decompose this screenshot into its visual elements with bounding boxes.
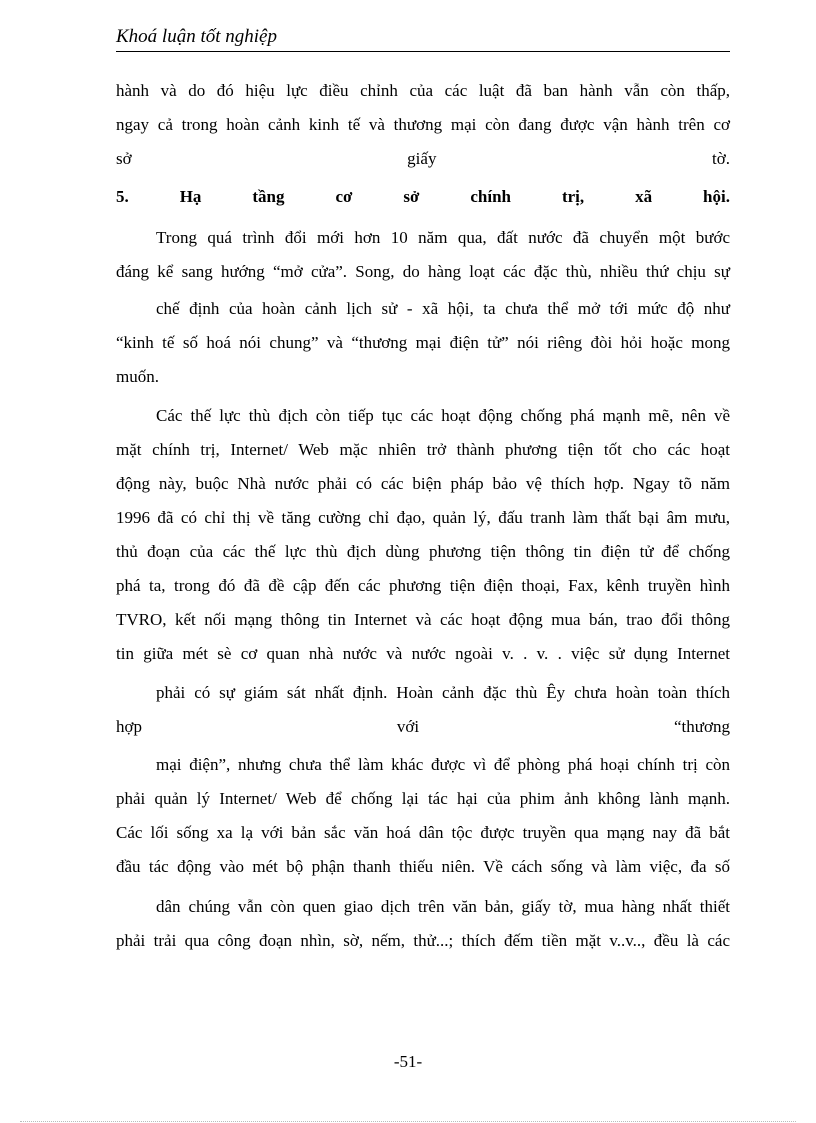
text-line: đầu tác động vào mét bộ phận thanh thiếu niên. Về cách sống và làm việc, đa số (116, 857, 730, 876)
header-divider (116, 51, 730, 52)
text-line: hợp với “thương (116, 717, 730, 736)
text-line: Các lối sống xa lạ với bản sắc văn hoá dân tộc được truyền qua mạng nay đã bắt (116, 823, 730, 842)
text-line: phải trải qua công đoạn nhìn, sờ, nếm, thử...; thích đếm tiền mặt v..v.., đều là các (116, 931, 730, 950)
text-line: phá ta, trong đó đã đề cập đến các phương tiện điện thoại, Fax, kênh truyền hình (116, 576, 730, 595)
text-line: Trong quá trình đổi mới hơn 10 năm qua, đất nước đã chuyển một bước (156, 228, 730, 247)
text-line: hành và do đó hiệu lực điều chỉnh của các luật đã ban hành vẫn còn thấp, (116, 81, 730, 100)
text-line: “kinh tế số hoá nói chung” và “thương mại điện tử” nói riêng đòi hỏi hoặc mong (116, 333, 730, 352)
text-line: Các thế lực thù địch còn tiếp tục các hoạt động chống phá mạnh mẽ, nên về (156, 406, 730, 425)
page-number: -51- (393, 1052, 423, 1071)
section-heading: 5. Hạ tầng cơ sở chính trị, xã hội. (116, 187, 730, 206)
header-title: Khoá luận tốt nghiệp (116, 26, 277, 47)
text-line: đáng kể sang hướng “mở cửa”. Song, do hàng loạt các đặc thù, nhiều thứ chịu sự (116, 262, 730, 281)
text-line: phải có sự giám sát nhất định. Hoàn cảnh đặc thù Êy chưa hoàn toàn thích (156, 683, 730, 702)
text-line: 1996 đã có chỉ thị về tăng cường chỉ đạo, quản lý, đấu tranh làm thất bại âm mưu, (116, 508, 730, 527)
text-line: mặt chính trị, Internet/ Web mặc nhiên trở thành phương tiện tốt cho các hoạt (116, 440, 730, 459)
text-line: ngay cả trong hoàn cảnh kinh tế và thương mại còn đang được vận hành trên cơ (116, 115, 730, 134)
text-line: dân chúng vẫn còn quen giao dịch trên văn bản, giấy tờ, mua hàng nhất thiết (156, 897, 730, 916)
text-line: mại điện”, nhưng chưa thể làm khác được vì để phòng phá hoại chính trị còn (156, 755, 730, 774)
text-line: động này, buộc Nhà nước phải có các biện pháp bảo vệ thích hợp. Ngay tõ năm (116, 474, 730, 493)
text-line: chế định của hoàn cảnh lịch sử - xã hội, ta chưa thể mở tới mức độ như (156, 299, 730, 318)
text-line: thủ đoạn của các thế lực thù địch dùng phương tiện thông tin điện tử để chống (116, 542, 730, 561)
text-line: phải quản lý Internet/ Web để chống lại tác hại của phim ảnh không lành mạnh. (116, 789, 730, 808)
text-line: TVRO, kết nối mạng thông tin Internet và các hoạt động mua bán, trao đổi thông (116, 610, 730, 629)
text-line: tin giữa mét sè cơ quan nhà nước và nước ngoài v. . v. . việc sử dụng Internet (116, 644, 730, 663)
page-bottom-divider (20, 1121, 796, 1122)
text-line: sở giấy tờ. (116, 149, 730, 168)
text-line: muốn. (116, 367, 159, 386)
